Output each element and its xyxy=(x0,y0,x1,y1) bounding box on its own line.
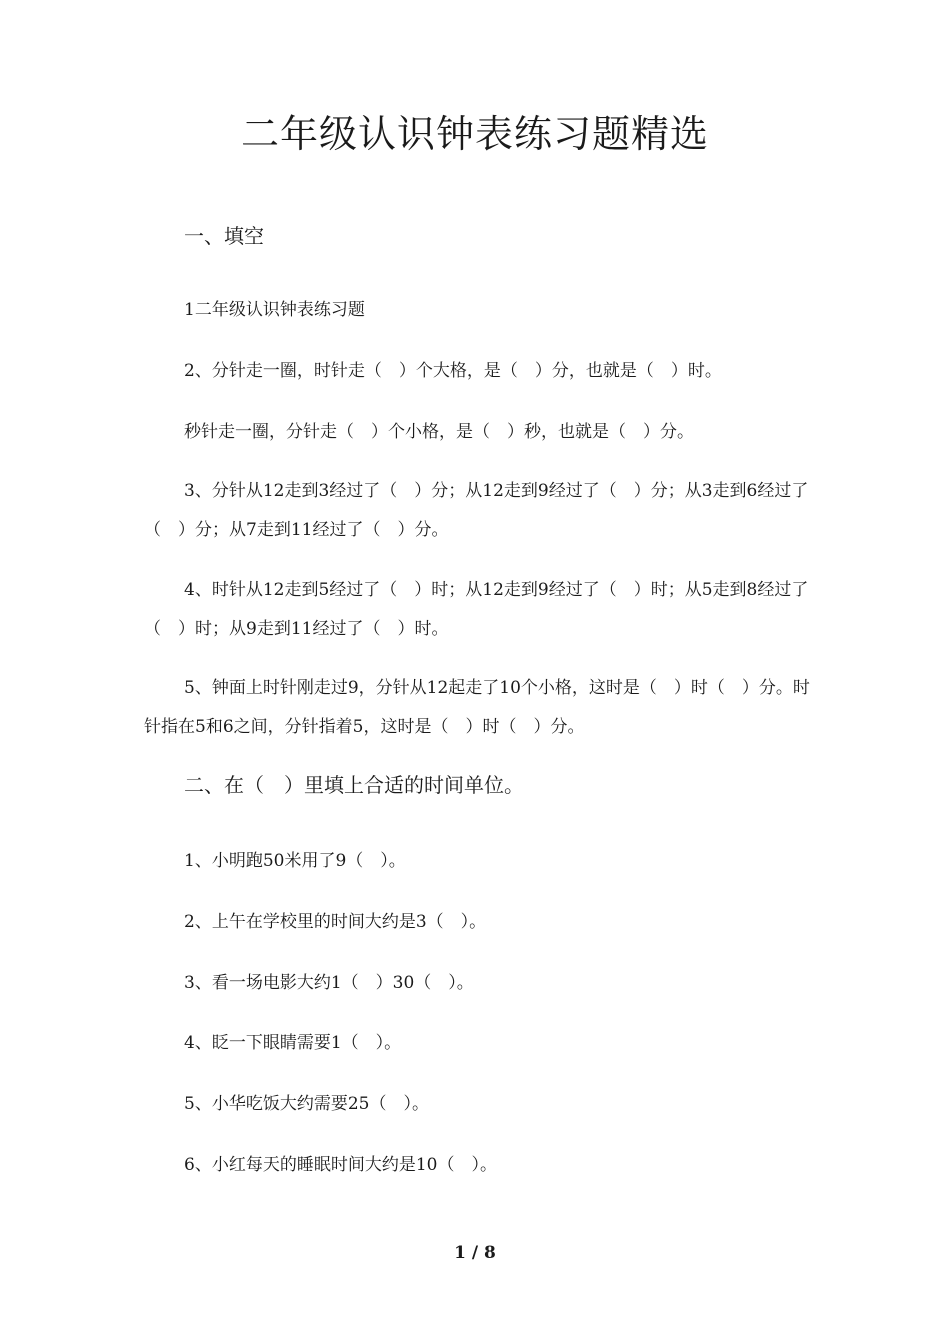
question-item: 2、上午在学校里的时间大约是3（ ）。 xyxy=(184,912,487,932)
section-heading-fill-blank: 一、填空 xyxy=(184,224,264,248)
question-item: 4、眨一下眼睛需要1（ ）。 xyxy=(184,1033,402,1053)
page-number: 1 / 8 xyxy=(454,1243,496,1263)
question-item: 2、分针走一圈，时针走（ ）个大格，是（ ）分，也就是（ ）时。 xyxy=(184,361,722,381)
question-item: 6、小红每天的睡眠时间大约是10（ ）。 xyxy=(184,1155,497,1175)
question-item: 1二年级认识钟表练习题 xyxy=(184,300,365,320)
question-item: 5、小华吃饭大约需要25（ ）。 xyxy=(184,1094,429,1114)
question-item: 1、小明跑50米用了9（ ）。 xyxy=(184,851,406,871)
question-item: 3、看一场电影大约1（ ）30（ ）。 xyxy=(184,973,474,993)
document-title: 二年级认识钟表练习题精选 xyxy=(240,112,709,156)
section-heading-time-units: 二、在（ ）里填上合适的时间单位。 xyxy=(184,773,524,797)
question-item: 3、分针从12走到3经过了（ ）分；从12走到9经过了（ ）分；从3走到6经过了（ ）分；从7走到11经过了（ ）分。 xyxy=(144,481,809,540)
question-item: 5、钟面上时针刚走过9，分针从12起走了10个小格，这时是（ ）时（ ）分。时针指在5和6之间，分针指着5，这时是（ ）时（ ）分。 xyxy=(144,678,810,737)
question-item: 秒针走一圈，分针走（ ）个小格，是（ ）秒，也就是（ ）分。 xyxy=(184,422,694,442)
question-item: 4、时针从12走到5经过了（ ）时；从12走到9经过了（ ）时；从5走到8经过了（ ）时；从9走到11经过了（ ）时。 xyxy=(144,580,809,639)
